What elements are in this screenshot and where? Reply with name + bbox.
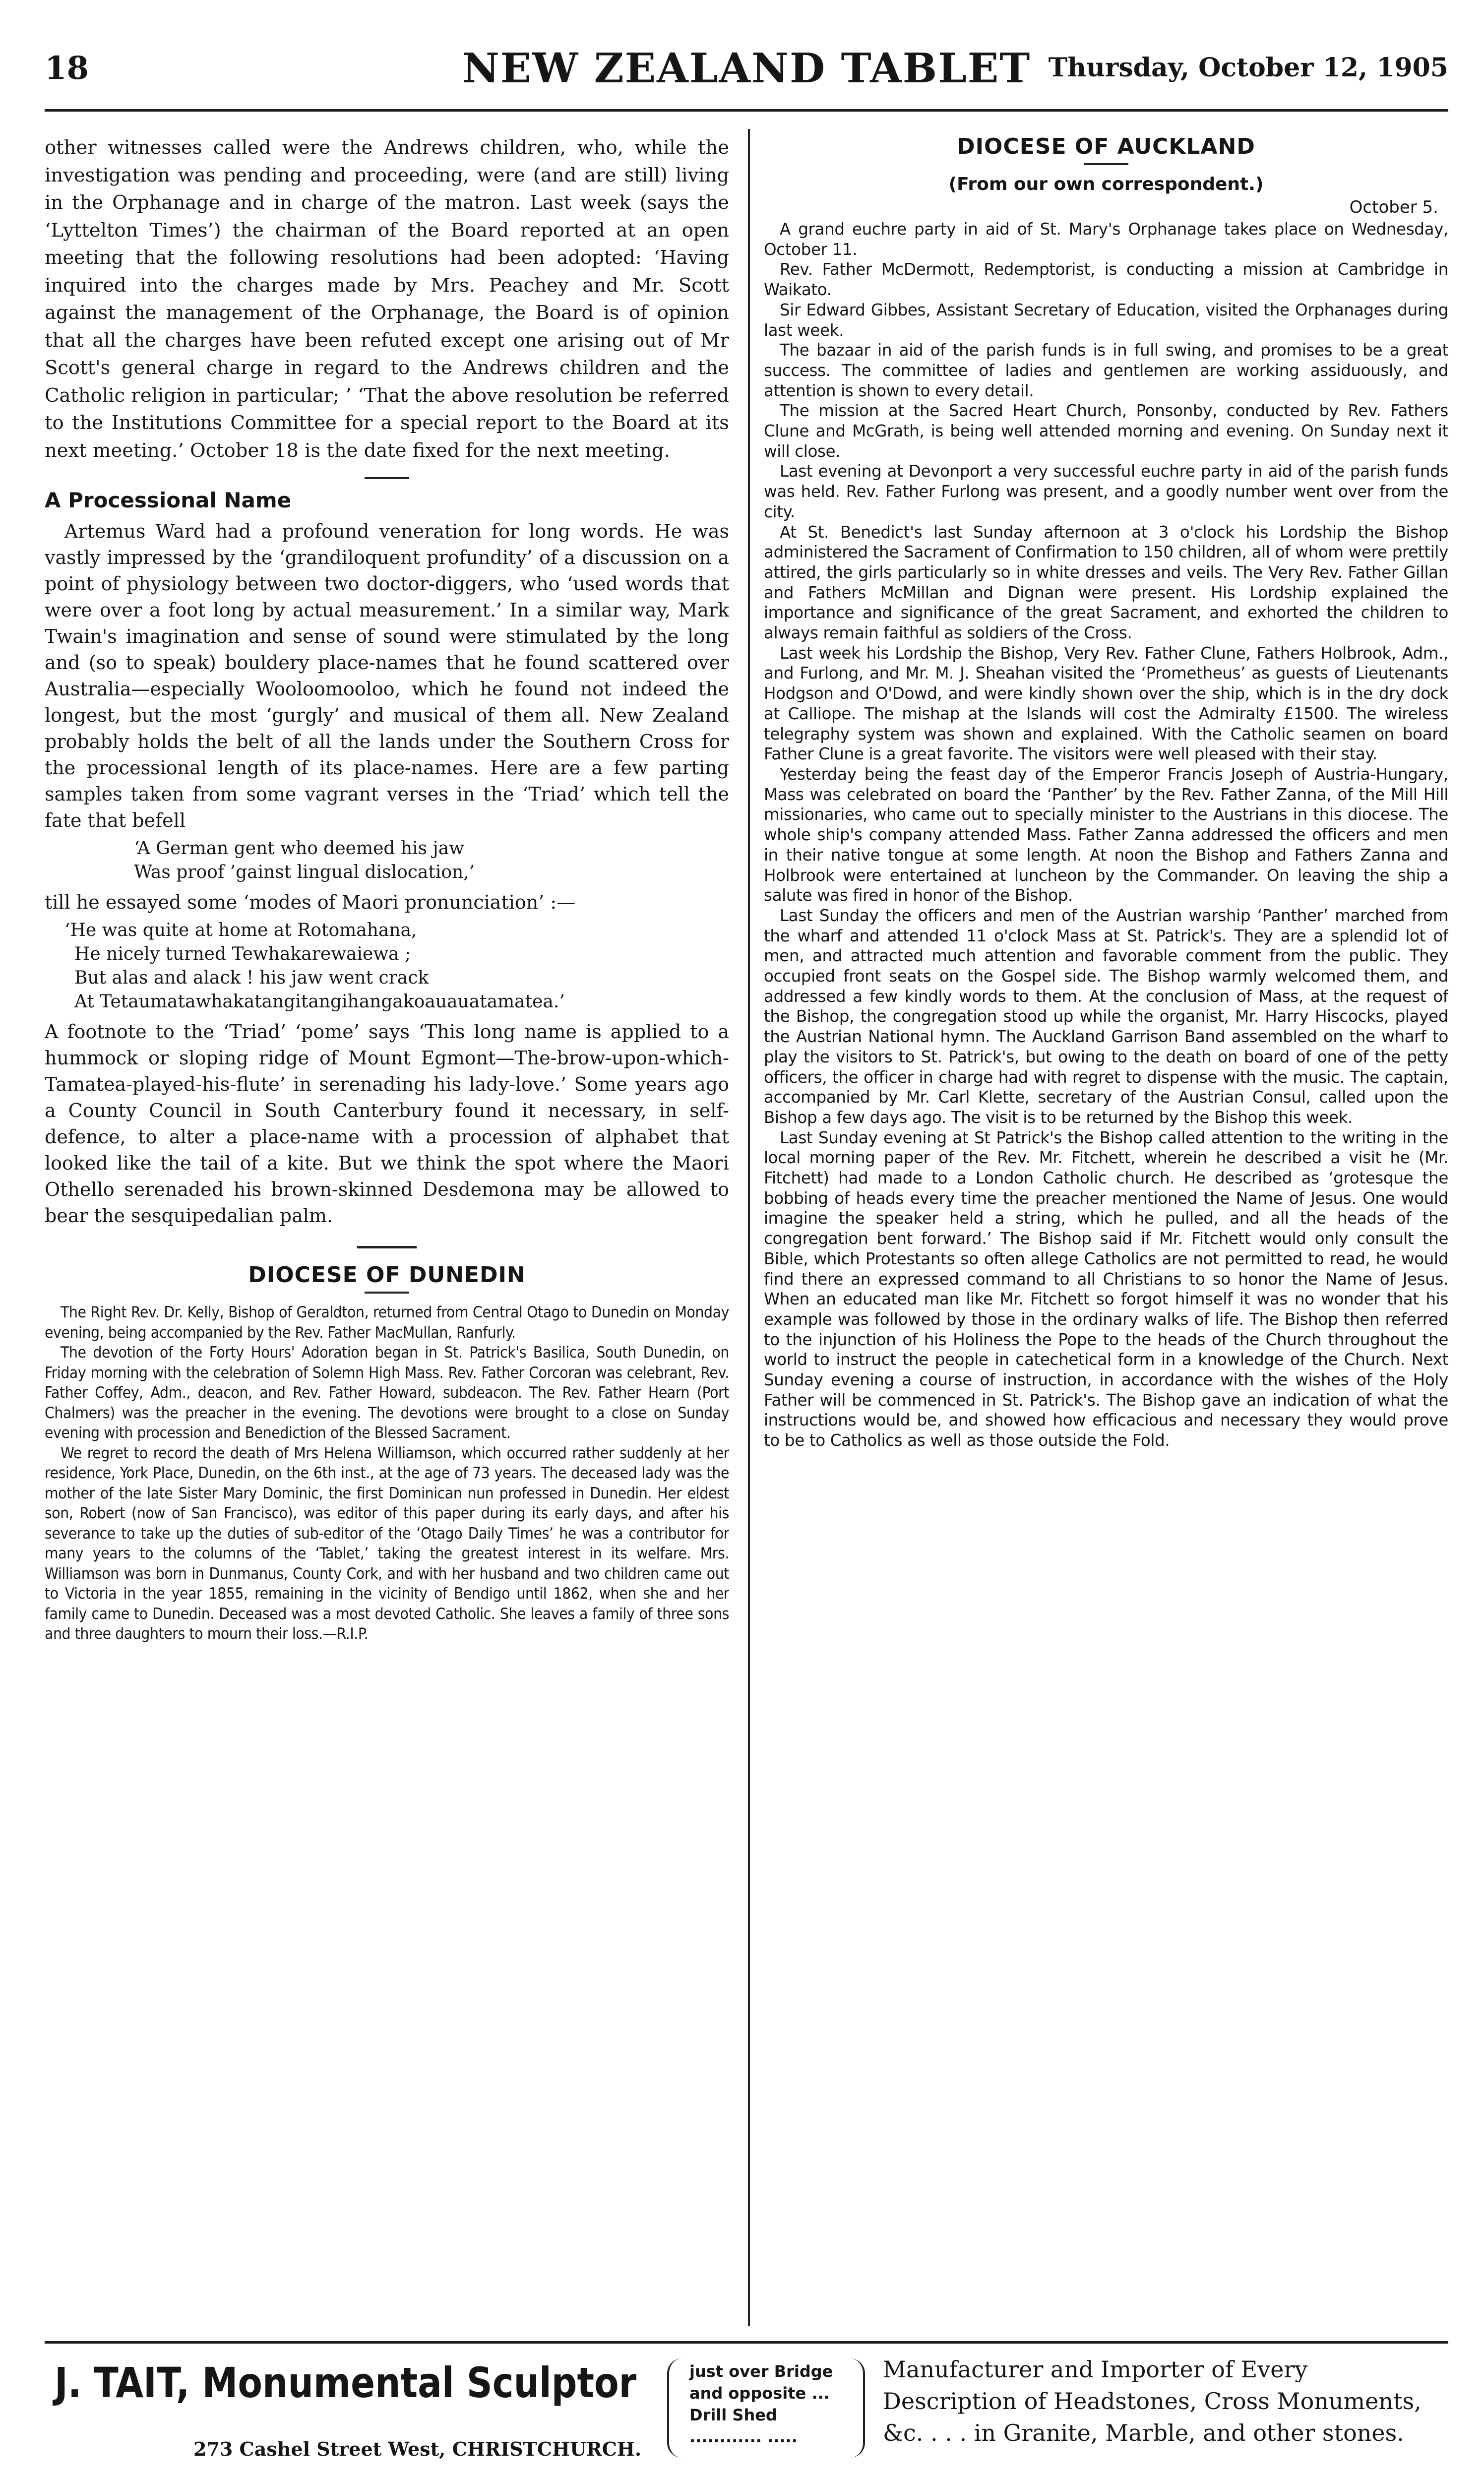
processional-heading: A Processional Name [45,488,292,512]
page-number: 18 [45,50,89,87]
verse-2-line-1: ‘He was quite at home at Rotomahana, [64,920,417,940]
issue-date: Thursday, October 12, 1905 [1048,53,1448,83]
verse-1-line-1: ‘A German gent who deemed his jaw [134,838,464,859]
processional-paragraph-1: Artemus Ward had a profound veneration for long words. He was vastly impressed by the ‘grandiloquent profundity’ of a discussion on a point of physiology between two doctor-diggers, who ‘used words that were over a foot long by actual measurement.’ In a similar way, Mark Twain's imagination and sense of sound were stimulated by the long and (so to speak) bouldery place-names that he found scattered over Australia—especially Wooloomooloo, which he found not indeed the longest, but the most ‘gurgly’ and musical of them all. New Zealand probably holds the belt of all the lands under the Southern Cross for the processional length of its place-names. Here are a few parting samples taken from some vagrant verses in the ‘Triad’ which tell the fate that befell [45,520,729,831]
processional-paragraph-2: till he essayed some ‘modes of Maori pronunciation’ :— [45,891,576,913]
auckland-paragraph: At St. Benedict's last Sunday afternoon at 3 o'clock his Lordship the Bishop administered the Sacrament of Confirmation to 150 children, all of whom were prettily attired, the girls particularly so in white dresses and veils. The Very Rev. Father Gillan and Fathers McMillan and Dignan were present. His Lordship explained the importance and significance of the great Sacrament, and exhorted the children to always remain faithful as soldiers of the Cross. [764,522,1448,643]
tait-advertisement [45,2341,1448,2480]
verse-2-line-4: At Tetaumatawhakatangitangihangakoauauatamatea.’ [74,992,565,1012]
column-divider [748,129,750,2326]
correspondent-line: (From our own correspondent.) [948,174,1264,194]
left-brace [667,2358,684,2458]
dunedin-heading: DIOCESE OF DUNEDIN [248,1262,526,1288]
orphanage-paragraph: other witnesses called were the Andrews children, who, while the investigation was pending and proceeding, were (and are still) living in the Orphanage and in charge of the matron. Last week (says the ‘Lyttelton Times’) the chairman of the Board reported at an open meeting that the following resolutions had been adopted: ‘Having inquired into the charges made by Mrs. Peachey and Mr. Scott against the management of the Orphanage, the Board is of opinion that all the charges have been refuted except one arising out of Mr Scott's general charge in regard to the Andrews children and the Catholic religion in particular; ’ ‘That the above resolution be referred to the Institutions Committee for a special report to the Board at its next meeting.’ October 18 is the date fixed for the next meeting. [45,136,729,462]
auckland-paragraph: The mission at the Sacred Heart Church, Ponsonby, conducted by Rev. Fathers Clune and McGrath, is being well attended morning and evening. On Sunday next it will close. [764,401,1448,461]
auckland-paragraph: Last evening at Devonport a very successful euchre party in aid of the parish funds was held. Rev. Father Furlong was present, and a goodly number went over from the city. [764,462,1448,521]
publication-title: NEW ZEALAND TABLET [462,45,1031,92]
dunedin-article [45,1262,729,1644]
left-column [45,134,729,2326]
verse-1-line-2: Was proof ’gainst lingual dislocation,’ [134,862,475,882]
verse-1 [45,837,729,884]
section-divider [357,1246,417,1248]
advertiser-location [689,2360,848,2448]
auckland-paragraph: Rev. Father McDermott, Redemptorist, is conducting a mission at Cambridge in Waikato. [764,260,1448,300]
advertiser-description: Manufacturer and Importer of Every Description of Headstones, Cross Monuments, &c. . . . in Granite, Marble, and other stones. [883,2356,1422,2446]
dunedin-paragraph-3: We regret to record the death of Mrs Helena Williamson, which occurred rather suddenly at her residence, York Place, Dunedin, on the 6th inst., at the age of 73 years. The deceased lady was the mother of the late Sister Mary Dominic, the first Dominican nun professed in Dunedin. Her eldest son, Robert (now of San Francisco), was editor of this paper during its early days, and after his severance to take up the duties of sub-editor of the ‘Otago Daily Times’ he was a contributor for many years to the columns of the ‘Tablet,’ taking the greatest interest in its welfare. Mrs. Williamson was born in Dunmanus, County Cork, and with her husband and two children came out to Victoria in the year 1855, remaining in the vicinity of Bendigo until 1862, when she and her family came to Dunedin. Deceased was a most devoted Catholic. She leaves a family of three sons and three daughters to mourn their loss.—R.I.P. [45,1444,729,1643]
right-column [764,134,1448,2326]
verse-2 [45,919,729,1014]
auckland-paragraph: Yesterday being the feast day of the Emperor Francis Joseph of Austria-Hungary, Mass was celebrated on board the ‘Panther’ by the Rev. Father Zanna, of the Mill Hill missionaries, who came out to specially minister to the Austrians in this diocese. The whole ship's company attended Mass. Father Zanna addressed the officers and men in their native tongue at some length. At noon the Bishop and Fathers Zanna and Holbrook were entertained at luncheon by the Commander. On leaving the ship a salute was fired in honor of the Bishop. [764,764,1448,905]
verse-2-line-2: He nicely turned Tewhakarewaiewa ; [74,944,411,964]
section-divider [365,477,409,479]
auckland-paragraph: Last Sunday the officers and men of the Austrian warship ‘Panther’ marched from the wharf and attended 11 o'clock Mass at St. Patrick's. They are a splendid lot of men, and attracted much attention and favorable comment from the public. They occupied front seats on the Gospel side. The Bishop warmly welcomed them, and addressed a few kindly words to them. At the conclusion of Mass, at the request of the Bishop, the congregation stood up while the organist, Mr. Harry Hiscocks, played the Austrian National hymn. The Auckland Garrison Band assembled on the wharf to play the visitors to St. Patrick's, but owing to the death on board of one of the petty officers, the officer in charge had with regret to dispense with the music. The captain, accompanied by Mr. Carl Klette, secretary of the Austrian Consul, called upon the Bishop a few days ago. The visit is to be returned by the Bishop this week. [764,906,1448,1127]
auckland-paragraph: Last Sunday evening at St Patrick's the Bishop called attention to the writing in the local morning paper of the Rev. Mr. Fitchett, wherein he described a visit he (Mr. Fitchett) had made to a London Catholic church. He described as ‘grotesque the bobbing of heads every time the preacher mentioned the Name of Jesus. One would imagine the speaker held a string, which he pulled, and all the heads of the congregation bent forward.’ The Bishop said if Mr. Fitchett would only consult the Bible, which Protestants so often allege Catholics are not permitted to read, he would find there an expressed command to all Christians to so honor the Name of Jesus. When an educated man like Mr. Fitchett so forgot himself it was no wonder that his example was followed by those in the ordinary walks of life. The Bishop then referred to the injunction of his Holiness the Pope to the heads of the Church throughout the world to instruct the people in catechetical form in a knowledge of the Church. Next Sunday evening a course of instruction, in accordance with the wishes of the Holy Father will be commenced in St. Patrick's. The Bishop gave an indication of what the instructions would be, and showed how efficacious and necessary they would prove to be to Catholics as well as those outside the Fold. [764,1128,1448,1450]
heading-rule [365,1292,409,1294]
processional-paragraph-3: A footnote to the ‘Triad’ ‘pome’ says ‘This long name is applied to a hummock or sloping ridge of Mount Egmont—The-brow-upon-which-Tamatea-played-his-flute’ in serenading his lady-love.’ Some years ago a County Council in South Canterbury found it necessary, in self-defence, to alter a place-name with a procession of alphabet that looked like the tail of a kite. But we think the spot where the Maori Othello serenaded his brown-skinned Desdemona may be allowed to bear the sesquipedalian palm. [45,1021,729,1227]
masthead [45,30,1448,112]
dunedin-paragraph-1: The Right Rev. Dr. Kelly, Bishop of Geraldton, returned from Central Otago to Dunedin on Monday evening, being accompanied by the Rev. Father MacMullan, Ranfurly. [45,1303,729,1342]
location-line-2: and opposite ... [689,2384,830,2403]
auckland-paragraph: Last week his Lordship the Bishop, Very Rev. Father Clune, Fathers Holbrook, Adm., and Furlong, and Mr. M. J. Sheahan visited the ‘Prometheus’ as guests of Lieutenants Hodgson and O'Dowd, and were kindly shown over the ship, which is in the dry dock at Calliope. The mishap at the Islands will cost the Admiralty £1500. The wireless telegraphy system was shown and explained. With the Catholic seamen on board Father Clune is a great favorite. The visitors were well pleased with their stay. [764,643,1448,764]
auckland-paragraph: A grand euchre party in aid of St. Mary's Orphanage takes place on Wednesday, October 11. [764,220,1448,259]
auckland-heading: DIOCESE OF AUCKLAND [957,134,1255,159]
verse-2-line-3: But alas and alack ! his jaw went crack [74,968,429,988]
advertiser-address: 273 Cashel Street West, CHRISTCHURCH. [193,2438,642,2460]
auckland-paragraph: Sir Edward Gibbes, Assistant Secretary of Education, visited the Orphanages during last week. [764,300,1448,340]
location-line-4: ............ ..... [689,2427,798,2446]
auckland-paragraph: The bazaar in aid of the parish funds is in full swing, and promises to be a great success. The committee of ladies and gentlemen are working assiduously, and attention is shown to every detail. [764,341,1448,400]
location-line-3: Drill Shed [689,2406,777,2424]
right-brace [848,2358,865,2458]
orphanage-article [45,134,729,464]
advertiser-name: J. TAIT, Monumental Sculptor [55,2358,637,2407]
heading-rule [1084,163,1128,165]
newspaper-page [45,30,1448,2480]
dateline: October 5. [1349,197,1438,217]
location-line-1: just over Bridge [689,2362,833,2381]
processional-name-article [45,488,729,1229]
dunedin-paragraph-2: The devotion of the Forty Hours' Adoration began in St. Patrick's Basilica, South Dunedin, on Friday morning with the celebration of Solemn High Mass. Rev. Father Corcoran was celebrant, Rev. Father Coffey, Adm., deacon, and Rev. Father Howard, subdeacon. The Rev. Father Hearn (Port Chalmers) was the preacher in the evening. The devotions were brought to a close on Sunday evening with procession and Benediction of the Blessed Sacrament. [45,1344,729,1442]
